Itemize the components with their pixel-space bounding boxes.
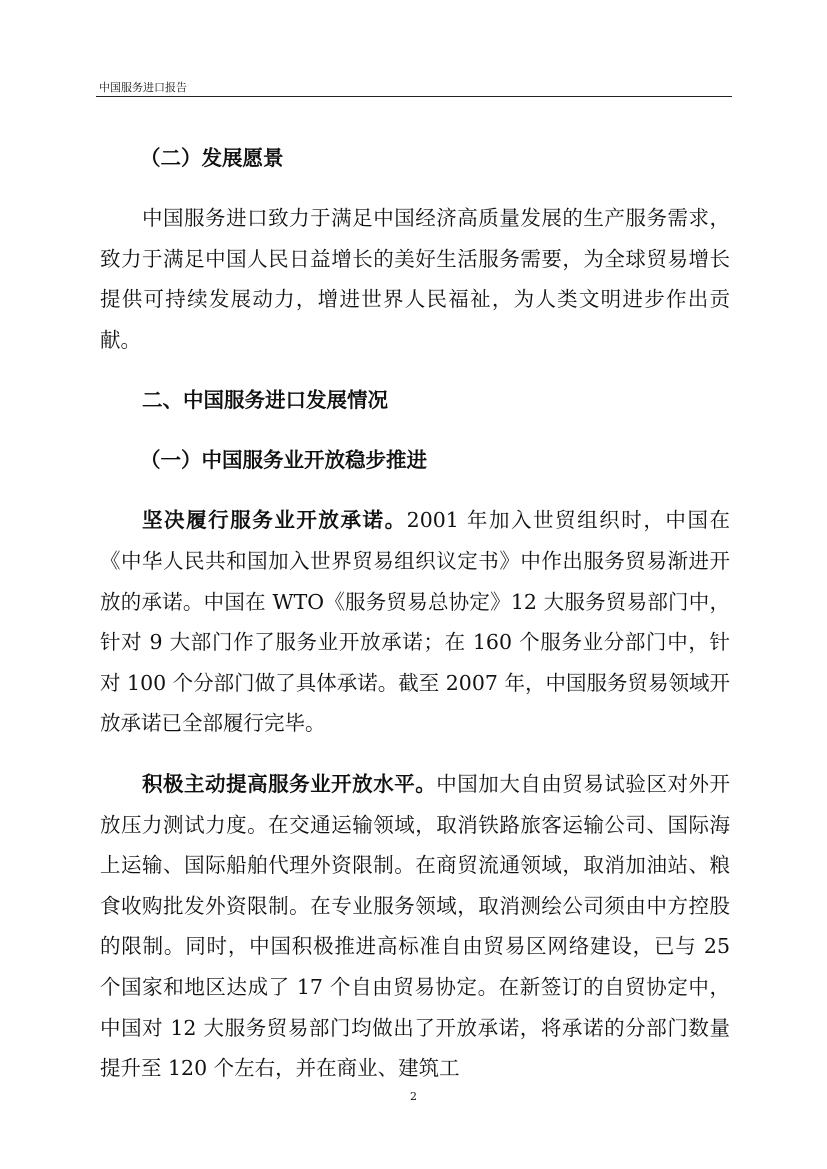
section-heading-vision: （二）发展愿景 — [140, 146, 284, 170]
paragraph-text-opening-level: 中国加大自由贸易试验区对外开放压力测试力度。在交通运输领域，取消铁路旅客运输公司、国际海上运输、国际船舶代理外资限制。在商贸流通领域，取消加油站、粮食收购批发外资限制。在专业服务领域，取消测绘公司须由中方控股的限制。同时，中国积极推进高标准自由贸易区网络建设，已与 25 个国家和地区达成了 17 个自由贸易协定。在新签订的自贸协定中，中国对 12 大服务贸易部门均做出了开放承诺，将承诺的分部门数量提升至 120 个左右，并在商业、建筑工 — [100, 771, 731, 1081]
paragraph-vision: 中国服务进口致力于满足中国经济高质量发展的生产服务需求，致力于满足中国人民日益增长的美好生活服务需要，为全球贸易增长提供可持续发展动力，增进世界人民福祉，为人类文明进步作出贡献。 — [100, 206, 730, 352]
header-divider — [96, 96, 732, 97]
paragraph-lead-commitment: 坚决履行服务业开放承诺。 — [142, 508, 407, 533]
running-header: 中国服务进口报告 — [99, 81, 187, 94]
page-number: 2 — [410, 1090, 417, 1103]
section-heading-opening: （一）中国服务业开放稳步推进 — [140, 448, 427, 473]
paragraph-commitment — [100, 500, 730, 744]
paragraph-opening-level — [100, 764, 730, 1089]
paragraph-lead-opening-level: 积极主动提高服务业开放水平。 — [142, 771, 437, 796]
paragraph-text-commitment: 2001 年加入世贸组织时，中国在《中华人民共和国加入世界贸易组织议定书》中作出服务贸易渐进开放的承诺。中国在 WTO《服务贸易总协定》12 大服务贸易部门中，针对 9 大部门作了服务业开放承诺；在 160 个服务业分部门中，针对 100 个分部门做了具体承诺。截至 2007 年，中国服务贸易领域开放承诺已全部履行完毕。 — [100, 508, 730, 736]
chapter-heading: 二、中国服务进口发展情况 — [142, 388, 388, 413]
document-body — [100, 138, 730, 1109]
